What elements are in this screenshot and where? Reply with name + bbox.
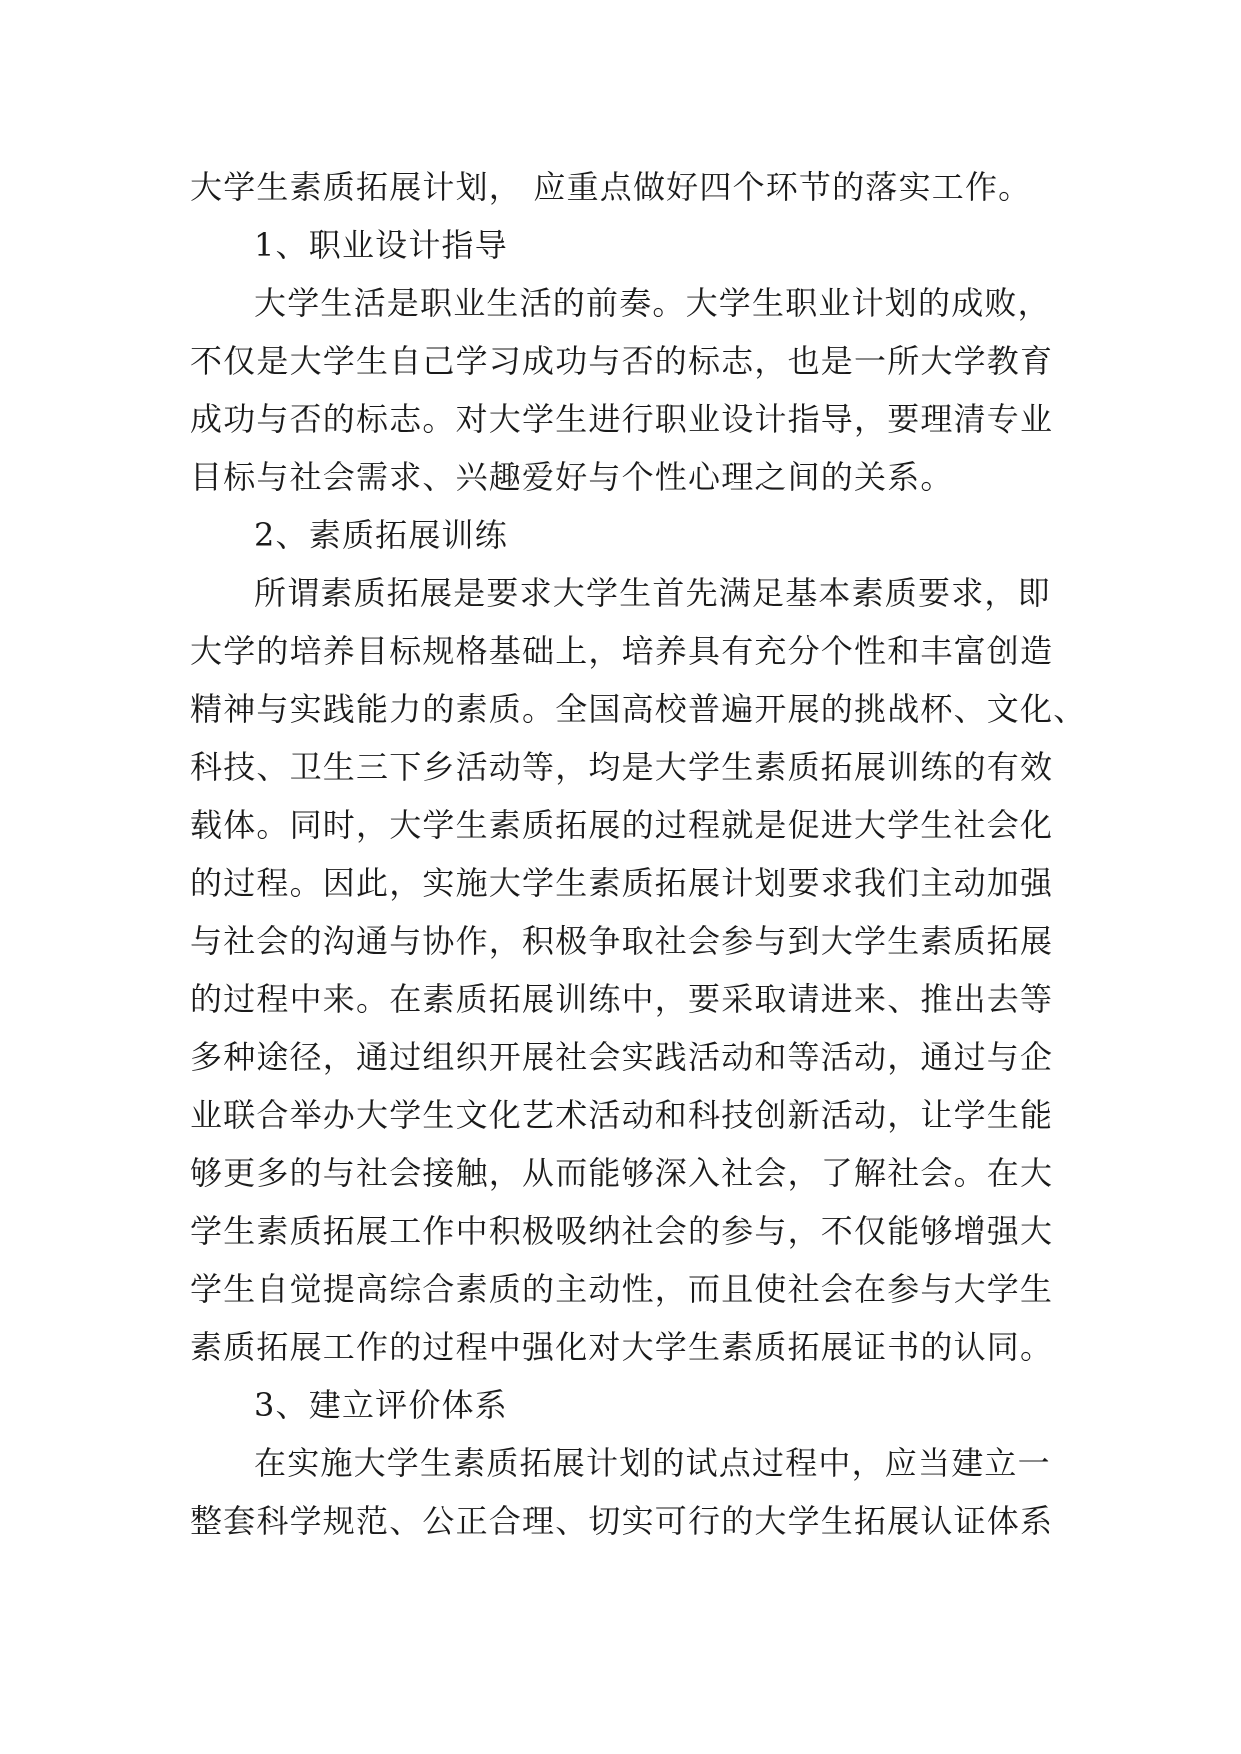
section-heading-career-guidance: 1、职业设计指导 xyxy=(254,226,508,264)
text-line: 的过程。因此，实施大学生素质拓展计划要求我们主动加强 xyxy=(190,864,1054,902)
text-line: 不仅是大学生自己学习成功与否的标志，也是一所大学教育 xyxy=(190,342,1054,380)
paragraph-start: 大学生活是职业生活的前奏。大学生职业计划的成败， xyxy=(254,284,1051,322)
text-line: 整套科学规范、公正合理、切实可行的大学生拓展认证体系 xyxy=(190,1502,1054,1540)
text-line: 目标与社会需求、兴趣爱好与个性心理之间的关系。 xyxy=(190,458,954,496)
text-line: 精神与实践能力的素质。全国高校普遍开展的挑战杯、文化、 xyxy=(190,690,1087,728)
text-line: 业联合举办大学生文化艺术活动和科技创新活动，让学生能 xyxy=(190,1096,1054,1134)
section-heading-quality-training: 2、素质拓展训练 xyxy=(254,516,508,554)
text-line: 科技、卫生三下乡活动等，均是大学生素质拓展训练的有效 xyxy=(190,748,1054,786)
text-line: 学生自觉提高综合素质的主动性，而且使社会在参与大学生 xyxy=(190,1270,1054,1308)
text-line: 大学生素质拓展计划， 应重点做好四个环节的落实工作。 xyxy=(190,168,1032,206)
paragraph-start: 在实施大学生素质拓展计划的试点过程中，应当建立一 xyxy=(254,1444,1051,1482)
text-line: 素质拓展工作的过程中强化对大学生素质拓展证书的认同。 xyxy=(190,1328,1054,1366)
text-line: 够更多的与社会接触，从而能够深入社会，了解社会。在大 xyxy=(190,1154,1054,1192)
text-line: 多种途径，通过组织开展社会实践活动和等活动，通过与企 xyxy=(190,1038,1054,1076)
text-line: 学生素质拓展工作中积极吸纳社会的参与，不仅能够增强大 xyxy=(190,1212,1054,1250)
text-line: 与社会的沟通与协作，积极争取社会参与到大学生素质拓展 xyxy=(190,922,1054,960)
section-heading-evaluation-system: 3、建立评价体系 xyxy=(254,1386,508,1424)
text-line: 载体。同时，大学生素质拓展的过程就是促进大学生社会化 xyxy=(190,806,1054,844)
text-line: 成功与否的标志。对大学生进行职业设计指导，要理清专业 xyxy=(190,400,1054,438)
text-line: 大学的培养目标规格基础上，培养具有充分个性和丰富创造 xyxy=(190,632,1054,670)
document-body xyxy=(190,158,1087,1550)
paragraph-start: 所谓素质拓展是要求大学生首先满足基本素质要求，即 xyxy=(254,574,1051,612)
text-line: 的过程中来。在素质拓展训练中，要采取请进来、推出去等 xyxy=(190,980,1054,1018)
